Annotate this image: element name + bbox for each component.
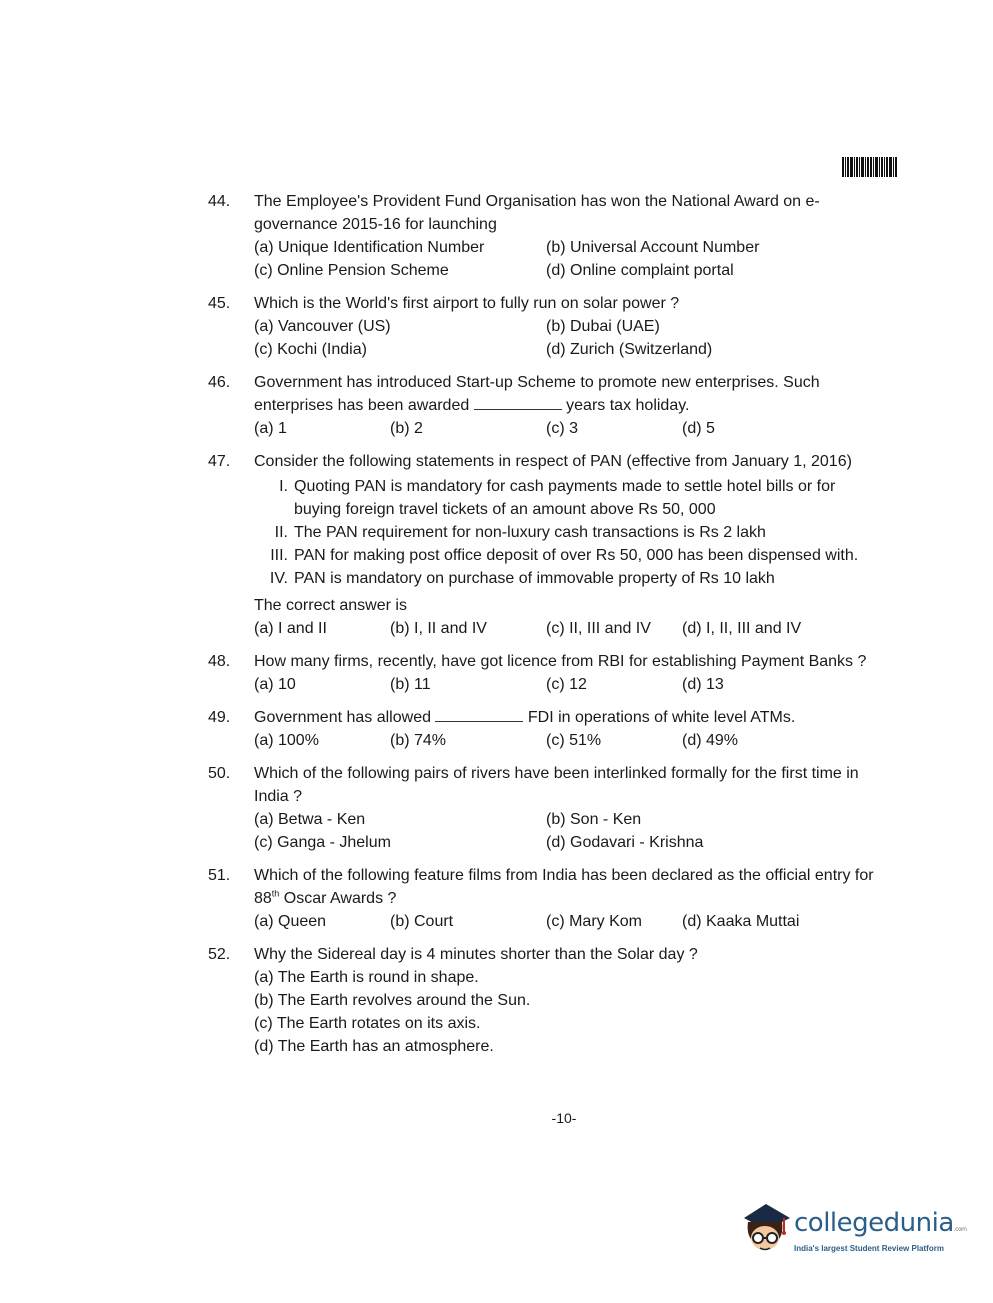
- question-44: [208, 190, 884, 282]
- question-text-after: years tax holiday.: [566, 397, 690, 414]
- question-48: [208, 650, 884, 696]
- question-text-after: Oscar Awards ?: [283, 890, 397, 907]
- option-d: (d) 49%: [682, 732, 739, 749]
- option-c: (c) The Earth rotates on its axis.: [254, 1015, 481, 1032]
- option-d: (d) 13: [682, 676, 724, 693]
- question-text: [254, 864, 884, 910]
- statement-numeral: II.: [274, 524, 288, 541]
- question-49: [208, 706, 884, 752]
- option-a: (a) Queen: [254, 913, 327, 930]
- options: [254, 729, 884, 752]
- option-b: (b) 74%: [390, 732, 447, 749]
- option-c: (c) II, III and IV: [546, 620, 651, 637]
- question-list: [208, 190, 884, 1062]
- option-b: (b) Court: [390, 913, 454, 930]
- option-d: (d) Zurich (Switzerland): [546, 341, 713, 358]
- question-46: [208, 371, 884, 440]
- option-b: (b) 11: [390, 676, 431, 693]
- answer-prompt: The correct answer is: [254, 597, 407, 614]
- question-text: Which is the World's first airport to fully run on solar power ?: [254, 295, 680, 312]
- options: [254, 673, 884, 696]
- statement-text: PAN for making post office deposit of over Rs 50, 000 has been dispensed with.: [294, 547, 859, 564]
- option-a: (a) 1: [254, 420, 287, 437]
- question-text-before: Government has allowed: [254, 709, 431, 726]
- question-number: 51.: [208, 867, 231, 884]
- question-number: 48.: [208, 653, 231, 670]
- question-text: Which of the following pairs of rivers have been interlinked formally for the first time in India ?: [254, 765, 859, 805]
- fill-blank: [435, 707, 523, 722]
- question-number: 45.: [208, 295, 231, 312]
- option-d: (d) 5: [682, 420, 715, 437]
- question-text-before: Government has introduced Start-up Scheme to promote new enterprises. Such enterprises has been awarded: [254, 374, 820, 414]
- statement-iii: [266, 544, 884, 567]
- options: [254, 315, 884, 361]
- barcode: [842, 157, 908, 177]
- option-c: (c) 3: [546, 420, 578, 437]
- question-text: The Employee's Provident Fund Organisation has won the National Award on e-governance 2015-16 for launching: [254, 193, 820, 233]
- option-b: (b) I, II and IV: [390, 620, 487, 637]
- statement-i: [266, 475, 884, 521]
- option-a: (a) Betwa - Ken: [254, 811, 366, 828]
- options: [254, 417, 884, 440]
- option-c: (c) 51%: [546, 732, 602, 749]
- question-number: 44.: [208, 193, 231, 210]
- question-text: [254, 371, 884, 417]
- option-d: (d) The Earth has an atmosphere.: [254, 1038, 494, 1055]
- brand-dotcom: .com: [953, 1226, 967, 1233]
- statement-list: [266, 475, 884, 590]
- question-number: 47.: [208, 453, 231, 470]
- option-b: (b) Son - Ken: [546, 811, 642, 828]
- statement-text: Quoting PAN is mandatory for cash payments made to settle hotel bills or for buying foreign travel tickets of an amount above Rs 50, 000: [294, 478, 836, 518]
- page-number: -10-: [551, 1110, 577, 1126]
- option-d: (d) Online complaint portal: [546, 262, 734, 279]
- question-text-after: FDI in operations of white level ATMs.: [527, 709, 796, 726]
- options: [254, 966, 884, 1058]
- option-a: (a) 100%: [254, 732, 319, 749]
- option-c: (c) Kochi (India): [254, 341, 367, 358]
- option-c: (c) Online Pension Scheme: [254, 262, 449, 279]
- option-b: (b) The Earth revolves around the Sun.: [254, 992, 531, 1009]
- option-a: (a) I and II: [254, 620, 327, 637]
- ordinal-suffix: th: [271, 888, 280, 899]
- option-a: (a) 10: [254, 676, 296, 693]
- statement-text: The PAN requirement for non-luxury cash transactions is Rs 2 lakh: [294, 524, 766, 541]
- option-d: (d) Kaaka Muttai: [682, 913, 800, 930]
- options: [254, 236, 884, 282]
- option-b: (b) 2: [390, 420, 423, 437]
- options: [254, 910, 884, 933]
- question-text: How many firms, recently, have got licence from RBI for establishing Payment Banks ?: [254, 653, 867, 670]
- option-c: (c) 12: [546, 676, 587, 693]
- option-d: (d) Godavari - Krishna: [546, 834, 704, 851]
- question-52: [208, 943, 884, 1058]
- question-text: Why the Sidereal day is 4 minutes shorter than the Solar day ?: [254, 946, 698, 963]
- fill-blank: [474, 395, 562, 410]
- options: [254, 808, 884, 854]
- brand-text: collegedunia: [794, 1208, 954, 1238]
- option-b: (b) Universal Account Number: [546, 239, 760, 256]
- question-number: 46.: [208, 374, 231, 391]
- option-a: (a) Vancouver (US): [254, 318, 391, 335]
- statement-ii: [266, 521, 884, 544]
- statement-numeral: III.: [270, 547, 288, 564]
- question-51: [208, 864, 884, 933]
- option-d: (d) I, II, III and IV: [682, 620, 802, 637]
- question-50: [208, 762, 884, 854]
- question-text: [254, 706, 884, 729]
- mascot-icon: [736, 1196, 794, 1262]
- question-text: Consider the following statements in respect of PAN (effective from January 1, 2016): [254, 453, 852, 470]
- question-number: 52.: [208, 946, 231, 963]
- option-c: (c) Ganga - Jhelum: [254, 834, 391, 851]
- question-number: 49.: [208, 709, 231, 726]
- brand-tagline: India's largest Student Review Platform: [794, 1244, 944, 1253]
- statement-text: PAN is mandatory on purchase of immovable property of Rs 10 lakh: [294, 570, 775, 587]
- question-45: [208, 292, 884, 361]
- brand-name: [794, 1208, 967, 1238]
- option-c: (c) Mary Kom: [546, 913, 642, 930]
- question-number: 50.: [208, 765, 231, 782]
- question-47: [208, 450, 884, 640]
- collegedunia-watermark: [736, 1196, 967, 1262]
- statement-numeral: IV.: [269, 570, 288, 587]
- option-a: (a) The Earth is round in shape.: [254, 969, 479, 986]
- option-a: (a) Unique Identification Number: [254, 239, 485, 256]
- options: [254, 617, 884, 640]
- statement-numeral: I.: [279, 478, 288, 495]
- option-b: (b) Dubai (UAE): [546, 318, 660, 335]
- question-text-before: Which of the following feature films from India has been declared as the official entry for 88: [254, 867, 874, 907]
- statement-iv: [266, 567, 884, 590]
